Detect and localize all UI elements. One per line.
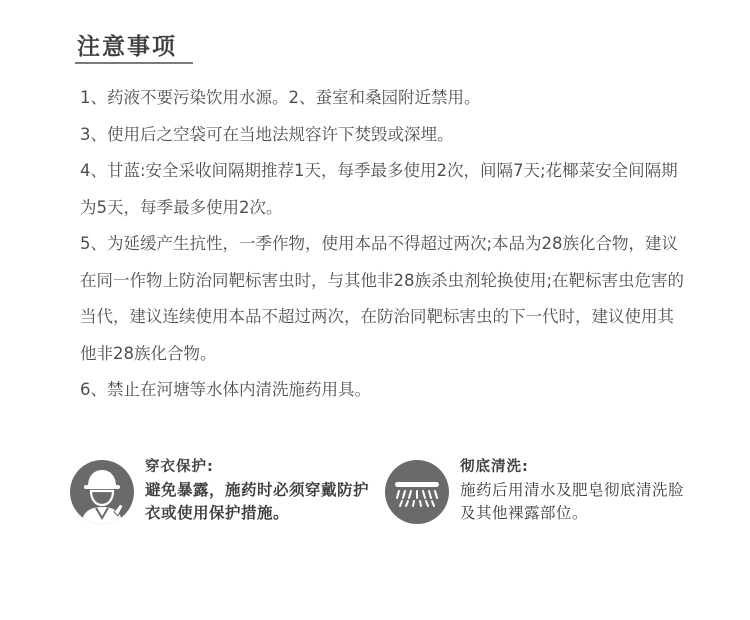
protection-body: 避免暴露，施药时必须穿戴防护衣或使用保护措施。	[145, 481, 370, 522]
protection-text	[145, 455, 370, 525]
protective-worker-icon	[70, 460, 134, 524]
note-item: 6、禁止在河塘等水体内清洗施药用具。	[80, 380, 371, 399]
note-item: 4、甘蓝:安全采收间隔期推荐1天，每季最多使用2次，间隔7天;花椰菜安全间隔期为5天，每季最多使用2次。	[80, 161, 678, 217]
protection-title: 穿衣保护:	[145, 459, 214, 475]
section-header	[75, 28, 181, 63]
shower-icon	[385, 460, 449, 524]
cleaning-title: 彻底清洗:	[460, 459, 529, 475]
note-item: 1、药液不要污染饮用水源。2、蚕室和桑园附近禁用。	[80, 88, 481, 107]
title-underline	[75, 62, 193, 64]
note-item: 5、为延缓产生抗性，一季作物，使用本品不得超过两次;本品为28族化合物，建议在同一作物上防治同靶标害虫时，与其他非28族杀虫剂轮换使用;在靶标害虫危害的当代，建议连续使用本品不超过两次，在防治同靶标害虫的下一代时，建议使用其他非28族化合物。	[80, 234, 685, 363]
note-item: 3、使用后之空袋可在当地法规容许下焚毁或深埋。	[80, 124, 454, 144]
cleaning-text	[460, 455, 685, 525]
notes-list	[80, 80, 685, 409]
cleaning-body: 施药后用清水及肥皂彻底清洗脸及其他裸露部位。	[460, 481, 685, 522]
section-title: 注意事项	[77, 34, 177, 60]
